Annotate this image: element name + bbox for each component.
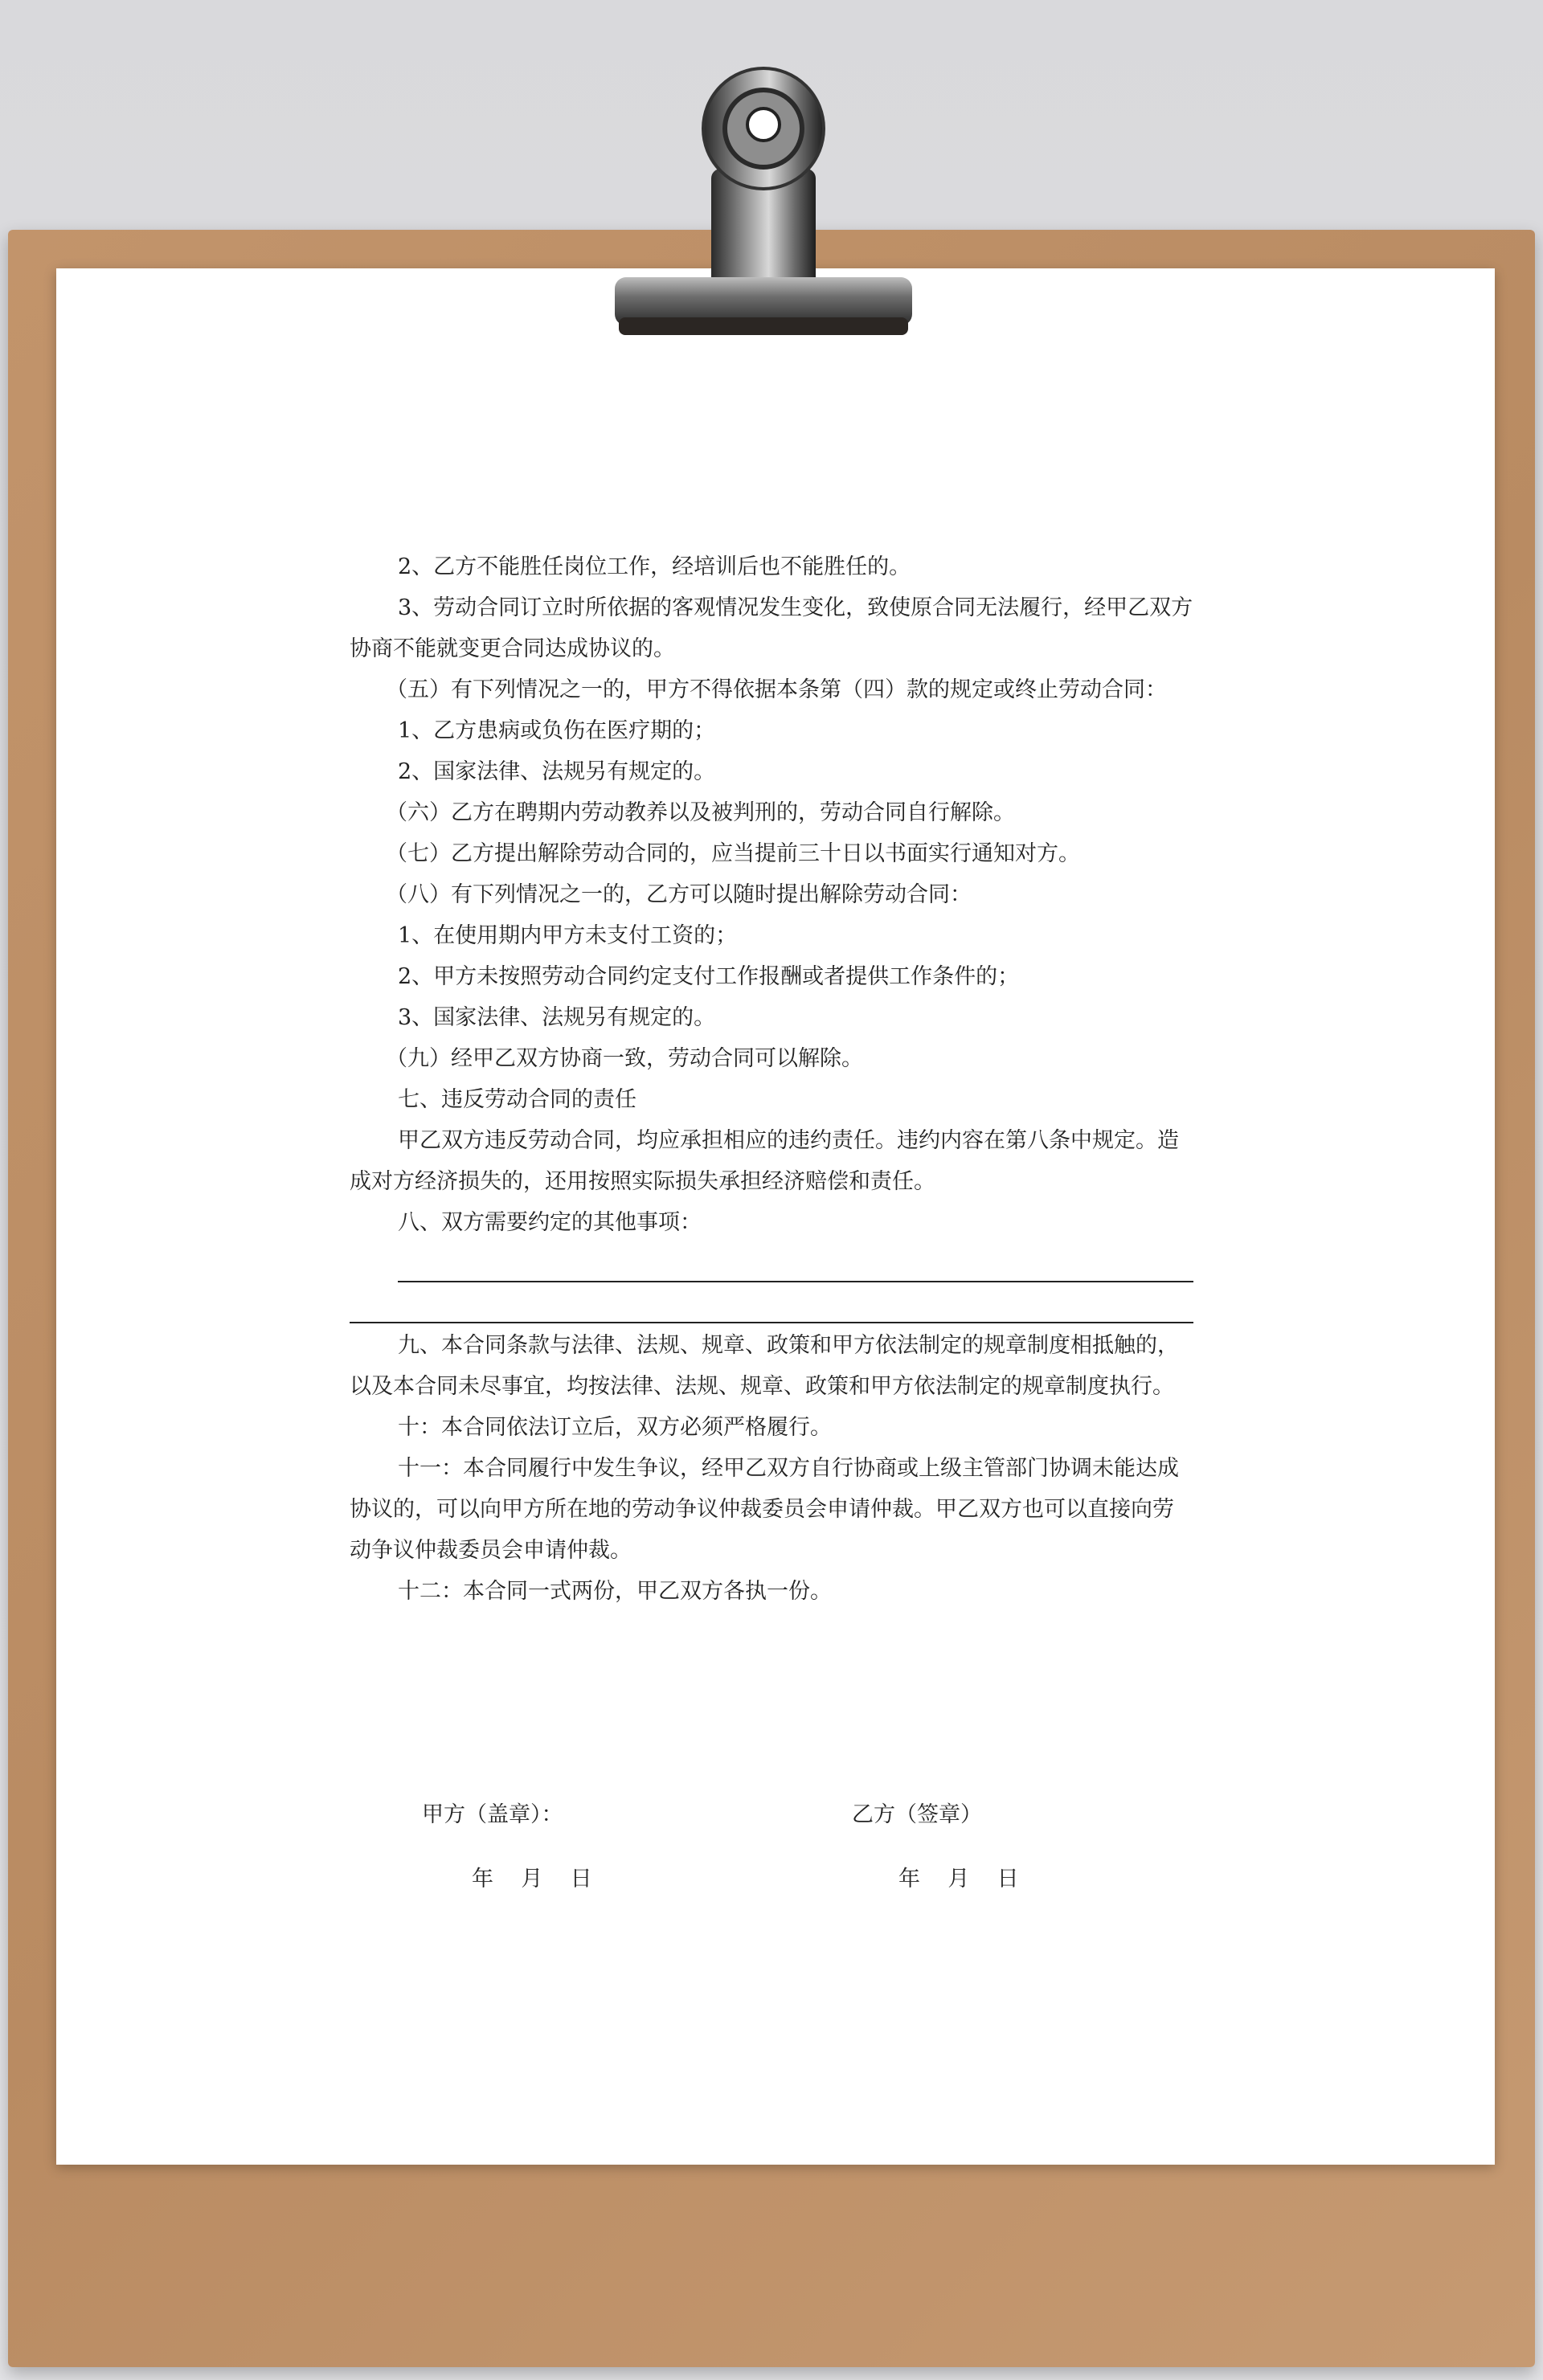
fill-in-line [350, 1243, 1193, 1284]
party-b-label: 乙方（签章） [852, 1802, 982, 1827]
paragraph: 3、国家法律、法规另有规定的。 [398, 1005, 716, 1030]
party-b-date: 年 月 日 [898, 1867, 1019, 1891]
paragraph: 甲乙双方违反劳动合同，均应承担相应的违约责任。违约内容在第八条中规定。造成对方经济损失的，还用按照实际损失承担经济赔偿和责任。 [350, 1128, 1179, 1194]
party-a-label: 甲方（盖章）： [422, 1802, 563, 1827]
paragraph: （九）经甲乙双方协商一致，劳动合同可以解除。 [386, 1046, 863, 1071]
fill-in-line [350, 1284, 1193, 1325]
binder-clip-icon [571, 48, 956, 354]
paragraph: 2、乙方不能胜任岗位工作，经培训后也不能胜任的。 [398, 554, 911, 579]
paragraph: 十一：本合同履行中发生争议，经甲乙双方自行协商或上级主管部门协调未能达成协议的，可以向甲方所在地的劳动争议仲裁委员会申请仲裁。甲乙双方也可以直接向劳动争议仲裁委员会申请仲裁。 [350, 1456, 1179, 1563]
paragraph: 九、本合同条款与法律、法规、规章、政策和甲方依法制定的规章制度相抵触的，以及本合同未尽事宜，均按法律、法规、规章、政策和甲方依法制定的规章制度执行。 [350, 1333, 1179, 1399]
party-a-date: 年 月 日 [472, 1867, 592, 1891]
paragraph: 十二：本合同一式两份，甲乙双方各执一份。 [398, 1579, 832, 1604]
paragraph: 3、劳动合同订立时所依据的客观情况发生变化，致使原合同无法履行，经甲乙双方协商不能就变更合同达成协议的。 [350, 595, 1193, 661]
section-heading: 八、双方需要约定的其他事项： [398, 1210, 702, 1235]
paragraph: 2、甲方未按照劳动合同约定支付工作报酬或者提供工作条件的； [398, 964, 1020, 989]
paragraph: 2、国家法律、法规另有规定的。 [398, 759, 716, 784]
paragraph: （六）乙方在聘期内劳动教养以及被判刑的，劳动合同自行解除。 [386, 800, 1015, 825]
section-heading: 七、违反劳动合同的责任 [398, 1087, 636, 1112]
contract-text [350, 546, 1193, 1612]
paragraph: 1、在使用期内甲方未支付工资的； [398, 923, 738, 948]
paragraph: 1、乙方患病或负伤在医疗期的； [398, 718, 716, 743]
paragraph: 十：本合同依法订立后，双方必须严格履行。 [398, 1415, 832, 1440]
paragraph: （七）乙方提出解除劳动合同的，应当提前三十日以书面实行通知对方。 [386, 841, 1080, 866]
paragraph: （五）有下列情况之一的，甲方不得依据本条第（四）款的规定或终止劳动合同： [386, 677, 1167, 702]
paragraph: （八）有下列情况之一的，乙方可以随时提出解除劳动合同： [386, 882, 972, 907]
